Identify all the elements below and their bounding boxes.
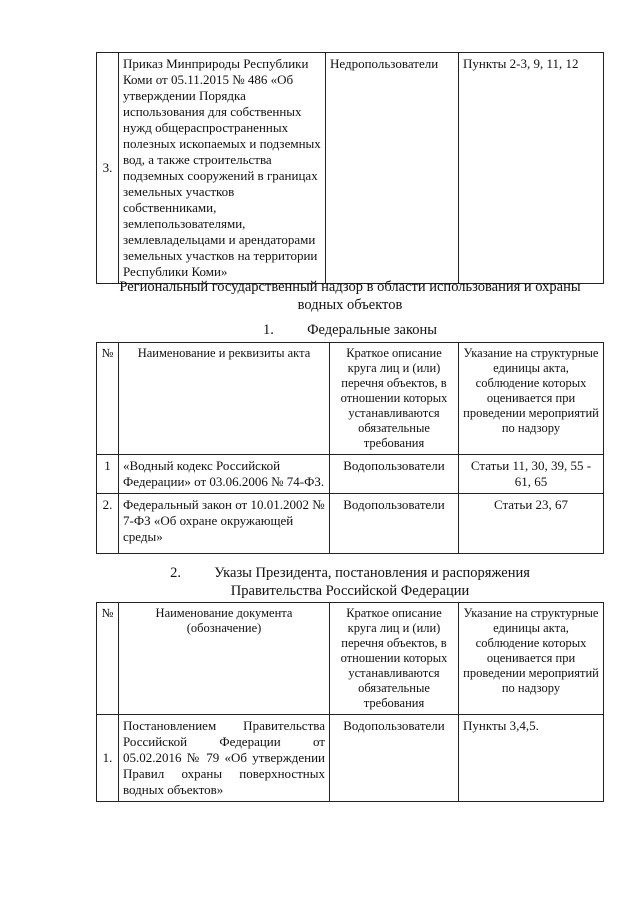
persons-description: Недропользователи (326, 53, 459, 284)
section1-heading-text: Федеральные законы (307, 322, 438, 338)
act-name: Приказ Минприроды Республики Коми от 05.11.2015 № 486 «Об утверждении Порядка использования для собственных нужд общераспространенных полезных ископаемых и подземных вод, а также строительства подземных сооружений в границах земельных участков собственниками, землепользователями, землевладельцами и арендаторами земельных участков на территории Республики Коми» (119, 53, 326, 284)
table-row (97, 494, 604, 554)
structural-units: Пункты 3,4,5. (459, 715, 604, 802)
section-title: Региональный государственный надзор в области использования и охраны водных объектов (119, 279, 581, 313)
structural-units: Статьи 11, 30, 39, 55 - 61, 65 (459, 455, 604, 494)
act-name: Федеральный закон от 10.01.2002 № 7-ФЗ «Об охране окружающей среды» (119, 494, 330, 554)
persons-description: Водопользователи (330, 494, 459, 554)
header-number: № (97, 343, 119, 455)
act-name: Постановлением Правительства Российской Федерации от 05.02.2016 № 79 «Об утверждении Правил охраны поверхностных водных объектов» (119, 715, 330, 802)
government-acts-table (96, 602, 604, 802)
section1-heading-number: 1. (262, 322, 274, 338)
header-units: Указание на структурные единицы акта, соблюдение которых оценивается при проведении мероприятий по надзору (459, 343, 604, 455)
top-table (96, 52, 604, 284)
section2-heading-number: 2. (170, 565, 181, 581)
act-name: «Водный кодекс Российской Федерации» от 03.06.2006 № 74-ФЗ. (119, 455, 330, 494)
section2-heading-text: Указы Президента, постановления и распоряжения (214, 565, 530, 581)
row-number: 3. (97, 53, 119, 284)
structural-units: Статьи 23, 67 (459, 494, 604, 554)
header-persons: Краткое описание круга лиц и (или) перечня объектов, в отношении которых устанавливаются обязательные требования (330, 343, 459, 455)
section2-heading (95, 564, 605, 600)
section1-heading (95, 321, 605, 339)
structural-units: Пункты 2-3, 9, 11, 12 (459, 53, 604, 284)
federal-laws-table (96, 342, 604, 554)
section2-heading-line1 (95, 564, 605, 582)
header-number: № (97, 603, 119, 715)
persons-description: Водопользователи (330, 715, 459, 802)
row-number: 1 (97, 455, 119, 494)
header-act: Наименование документа (обозначение) (119, 603, 330, 715)
header-act: Наименование и реквизиты акта (119, 343, 330, 455)
persons-description: Водопользователи (330, 455, 459, 494)
header-units: Указание на структурные единицы акта, соблюдение которых оценивается при проведении мероприятий по надзору (459, 603, 604, 715)
table-row (97, 53, 604, 284)
table-header-row (97, 343, 604, 455)
header-persons: Краткое описание круга лиц и (или) перечня объектов, в отношении которых устанавливаются обязательные требования (330, 603, 459, 715)
row-number: 2. (97, 494, 119, 554)
table-header-row (97, 603, 604, 715)
row-number: 1. (97, 715, 119, 802)
section2-heading-line2: Правительства Российской Федерации (230, 583, 470, 599)
table-row (97, 455, 604, 494)
table-row (97, 715, 604, 802)
